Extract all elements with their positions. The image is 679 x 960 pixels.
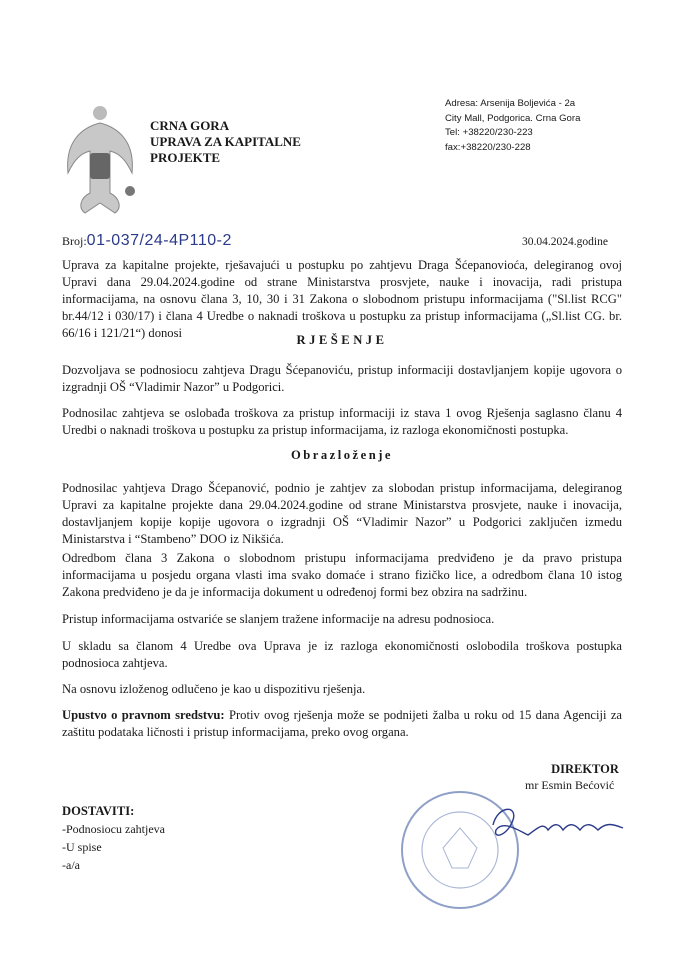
org-line: PROJEKTE <box>150 150 221 165</box>
address-block <box>445 97 580 155</box>
coat-of-arms-logo <box>60 103 140 215</box>
reasoning-paragraph: Odredbom člana 3 Zakona o slobodnom pristupu informacijama predviđeno je da pravo pristupa informacijama u posjedu organa vlasti ima svako domaće i strano fizičko lice, a odredbom člana 10 istog Zakona predviđeno je da je informacija dokument u određenoj formi bez obzira na sadržinu. <box>62 551 622 599</box>
document-date: 30.04.2024.godine <box>522 236 608 248</box>
fax-line: fax:+38220/230-228 <box>445 141 531 153</box>
legal-remedy-text: Protiv ovog rješenja može se podnijeti žalba u roku od 15 dana Agenciji za zaštitu podataka ličnosti i pristup informacijama, preko ovog organa. <box>62 708 622 739</box>
legal-remedy-paragraph <box>62 707 622 741</box>
delivery-item: -U spise <box>62 840 102 854</box>
reference-number <box>62 232 232 250</box>
reasoning-paragraph: Podnosilac yahtjeva Drago Šćepanović, podnio je zahtjev za slobodan pristup informacijama, delegiranog Upravi za kapitalne projekte dana 29.04.2024.godine od strane Ministarstva prosvjete, nauke i inovacija, dostavljanjem kopije kopije ugovora o izgradnji OŠ “Vladimir Nazor” u Podgorici zaključen izmedu Ministarstva i “Stambeno” DOO iz Nikšića. <box>62 481 622 546</box>
reference-label: Broj: <box>62 234 87 248</box>
signatory-title: DIREKTOR <box>551 762 619 776</box>
decision-heading: RJEŠENJE <box>296 333 388 347</box>
org-line: CRNA GORA <box>150 118 230 133</box>
address-line: City Mall, Podgorica. Crna Gora <box>445 112 581 124</box>
handwritten-signature <box>488 800 628 850</box>
handwritten-reference-number: 01-037/24-4P110-2 <box>86 232 232 249</box>
signatory-name: mr Esmin Bećović <box>525 778 615 792</box>
phone-line: Tel: +38220/230-223 <box>445 127 533 138</box>
delivery-heading: DOSTAVITI: <box>62 804 135 818</box>
legal-remedy-label: Upustvo o pravnom sredstvu: <box>62 708 225 722</box>
organization-name <box>150 118 301 166</box>
reasoning-paragraph: U skladu sa članom 4 Uredbe ova Uprava je iz razloga ekonomičnosti oslobodila troškova postupka podnosioca zahtjeva. <box>62 639 622 670</box>
delivery-item: -a/a <box>62 858 80 872</box>
reasoning-paragraph: Pristup informacijama ostvariće se slanjem tražene informacije na adresu podnosioca. <box>62 612 495 626</box>
intro-paragraph: Uprava za kapitalne projekte, rješavajući u postupku po zahtjevu Draga Šćepanovioća, delegiranog ovoj Upravi dana 29.04.2024.godine od strane Ministarstva prosvjete, nauke i inovacija, radi pristupa informacijama, na osnovu člana 3, 10, 30 i 31 Zakona o slobodnom pristupu informacijama ("Sl.list RCG" br.44/12 i 030/17) i člana 4 Uredbe o naknadi troškova u postupku za pristup informacijama („Sl.list CG. br. 66/16 i 121/21“) donosi <box>62 258 622 340</box>
org-line: UPRAVA ZA KAPITALNE <box>150 134 301 149</box>
address-line: Adresa: Arsenija Boljevića - 2a <box>445 98 576 109</box>
reasoning-paragraph: Na osnovu izloženog odlučeno je kao u dispozitivu rješenja. <box>62 682 366 696</box>
delivery-item: -Podnosiocu zahtjeva <box>62 822 165 836</box>
decision-paragraph: Dozvoljava se podnosiocu zahtjeva Dragu Šćepanoviću, pristup informaciji dostavljanjem kopije ugovora o izgradnji OŠ “Vladimir Nazor” u Podgorici. <box>62 363 622 394</box>
reasoning-heading: Obrazloženje <box>290 448 394 462</box>
decision-paragraph: Podnosilac zahtjeva se oslobađa troškova za pristup informaciji iz stava 1 ovog Rješenja saglasno članu 4 Uredbi o naknadi troškova u postupku za pristup informacijama, iz razloga ekonomičnosti postupka. <box>62 406 622 437</box>
